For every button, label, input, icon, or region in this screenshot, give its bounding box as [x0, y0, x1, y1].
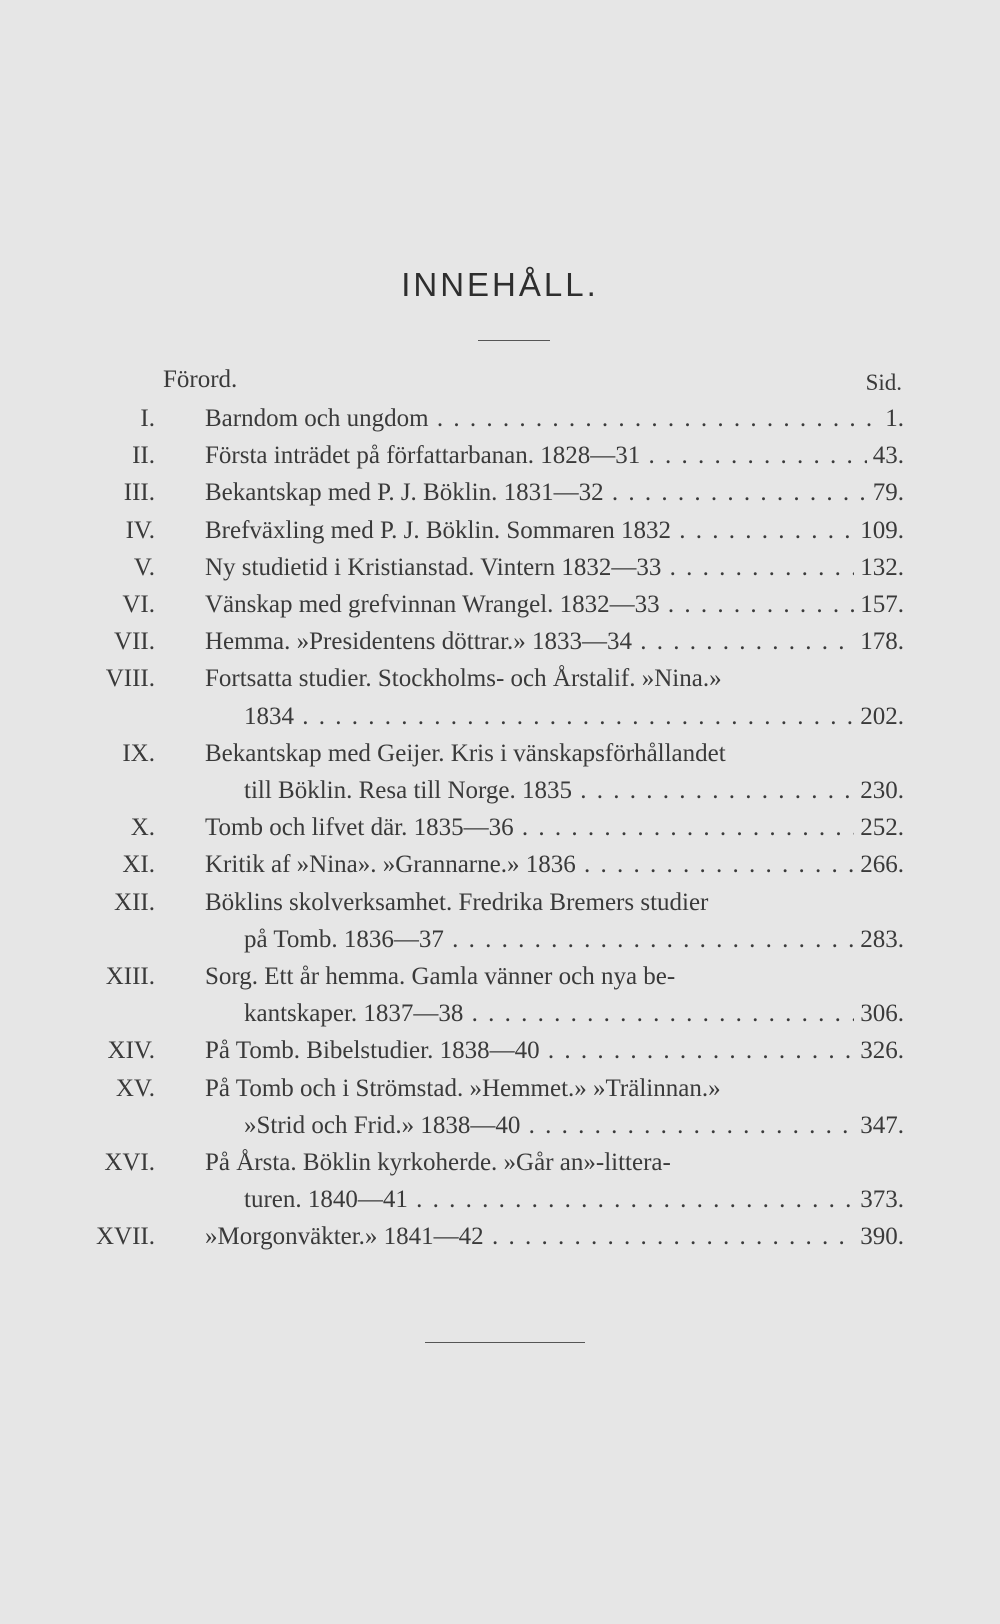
page-number: 79.: [867, 476, 904, 510]
chapter-title: Första inträdet på författarbanan. 1828—31 . . .: [205, 439, 904, 473]
page-number: 252.: [854, 811, 904, 845]
chapter-title: Sorg. Ett år hemma. Gamla vänner och nya be-: [205, 963, 676, 990]
toc-entry-line: [0, 737, 1000, 771]
toc-entry-line: [0, 1072, 1000, 1106]
chapter-number: VI.: [122, 591, 155, 618]
toc-entry-line: [0, 1220, 1000, 1254]
chapter-number: XIII.: [105, 963, 155, 990]
chapter-number: VII.: [114, 628, 155, 656]
page-number: 157.: [854, 588, 904, 622]
page-number: 266.: [854, 848, 904, 882]
toc-entry-line: [0, 402, 1000, 436]
page-number: 306.: [854, 997, 904, 1031]
toc-entry-line: [0, 1146, 1000, 1180]
chapter-number: IX.: [122, 739, 155, 767]
toc-entry-line: [0, 1183, 1000, 1217]
page-number: 390.: [854, 1220, 904, 1254]
chapter-number: II.: [132, 442, 155, 470]
chapter-title: Böklins skolverksamhet. Fredrika Bremers studier: [205, 888, 709, 916]
page-number: 1.: [879, 402, 904, 436]
toc-entry-line: [0, 662, 1000, 696]
chapter-number: X.: [130, 814, 155, 842]
chapter-title: Bekantskap med Geijer. Kris i vänskapsförhållandet: [205, 739, 726, 767]
chapter-number: XV.: [115, 1074, 155, 1102]
chapter-title: »Strid och Frid.» 1838—40 . . .: [244, 1109, 904, 1143]
chapter-title: Tomb och lifvet där. 1835—36 . . .: [205, 811, 904, 845]
chapter-title: Hemma. »Presidentens döttrar.» 1833—34 . . .: [205, 625, 904, 659]
chapter-title: kantskaper. 1837—38 . . .: [244, 997, 904, 1031]
chapter-title: Vänskap med grefvinnan Wrangel. 1832—33 . . .: [205, 588, 904, 622]
chapter-number: XIV.: [107, 1037, 155, 1065]
toc-entry-line: [0, 811, 1000, 845]
page-title: INNEHÅLL.: [401, 266, 599, 303]
toc-entry-line: [0, 439, 1000, 473]
chapter-title: Brefväxling med P. J. Böklin. Sommaren 1832 . . .: [205, 514, 904, 548]
bottom-divider: [425, 1342, 585, 1343]
toc-entry-line: [0, 625, 1000, 659]
chapter-number: V.: [133, 553, 155, 581]
page-number: 373.: [854, 1183, 904, 1217]
chapter-number: III.: [123, 479, 155, 507]
toc-entry-line: [0, 774, 1000, 808]
chapter-title: På Tomb och i Strömstad. »Hemmet.» »Trälinnan.»: [205, 1074, 721, 1102]
page-number: 109.: [854, 514, 904, 548]
toc-entry-line: [0, 514, 1000, 548]
title-divider: [478, 340, 550, 341]
page-number: 283.: [854, 923, 904, 957]
chapter-title: 1834 . . .: [244, 700, 904, 734]
page-number: 347.: [854, 1109, 904, 1143]
chapter-title: på Tomb. 1836—37 . . .: [244, 923, 904, 957]
page-number: 326.: [854, 1034, 904, 1068]
chapter-number: I.: [140, 405, 155, 432]
page-number: 132.: [854, 551, 904, 585]
chapter-title: Fortsatta studier. Stockholms- och Årstalif. »Nina.»: [205, 665, 722, 693]
toc-entry-line: [0, 960, 1000, 994]
toc-entry-line: [0, 476, 1000, 510]
chapter-title: Kritik af »Nina». »Grannarne.» 1836 . . .: [205, 848, 904, 882]
chapter-title: turen. 1840—41 . . .: [244, 1183, 904, 1217]
page-number: 202.: [854, 700, 904, 734]
toc-entry-line: [0, 551, 1000, 585]
page-number: 178.: [854, 625, 904, 659]
chapter-title: »Morgonväkter.» 1841—42 . . .: [205, 1220, 904, 1254]
chapter-title: Ny studietid i Kristianstad. Vintern 1832—33 . . .: [205, 551, 904, 585]
page-number: 230.: [854, 774, 904, 808]
toc-entry-line: [0, 700, 1000, 734]
toc-entry-line: [0, 1109, 1000, 1143]
chapter-title: till Böklin. Resa till Norge. 1835 . . .: [244, 774, 904, 808]
page-number: 43.: [867, 439, 904, 473]
preface-label: Förord.: [163, 366, 238, 393]
chapter-title: Bekantskap med P. J. Böklin. 1831—32 . . .: [205, 476, 904, 510]
chapter-number: XVII.: [95, 1223, 155, 1251]
toc-entry-line: [0, 886, 1000, 920]
page-column-label: Sid.: [865, 370, 902, 395]
chapter-number: XVI.: [104, 1149, 155, 1176]
toc-entry-line: [0, 1034, 1000, 1068]
chapter-title: På Tomb. Bibelstudier. 1838—40 . . .: [205, 1034, 904, 1068]
chapter-number: XII.: [114, 888, 155, 916]
chapter-number: IV.: [125, 516, 155, 544]
chapter-title: Barndom och ungdom . . .: [205, 402, 904, 436]
chapter-title: På Årsta. Böklin kyrkoherde. »Går an»-littera-: [205, 1149, 671, 1176]
toc-entry-line: [0, 923, 1000, 957]
toc-entry-line: [0, 848, 1000, 882]
toc-entry-line: [0, 588, 1000, 622]
chapter-number: VIII.: [105, 665, 155, 693]
chapter-number: XI.: [122, 851, 155, 879]
toc-entry-line: [0, 997, 1000, 1031]
